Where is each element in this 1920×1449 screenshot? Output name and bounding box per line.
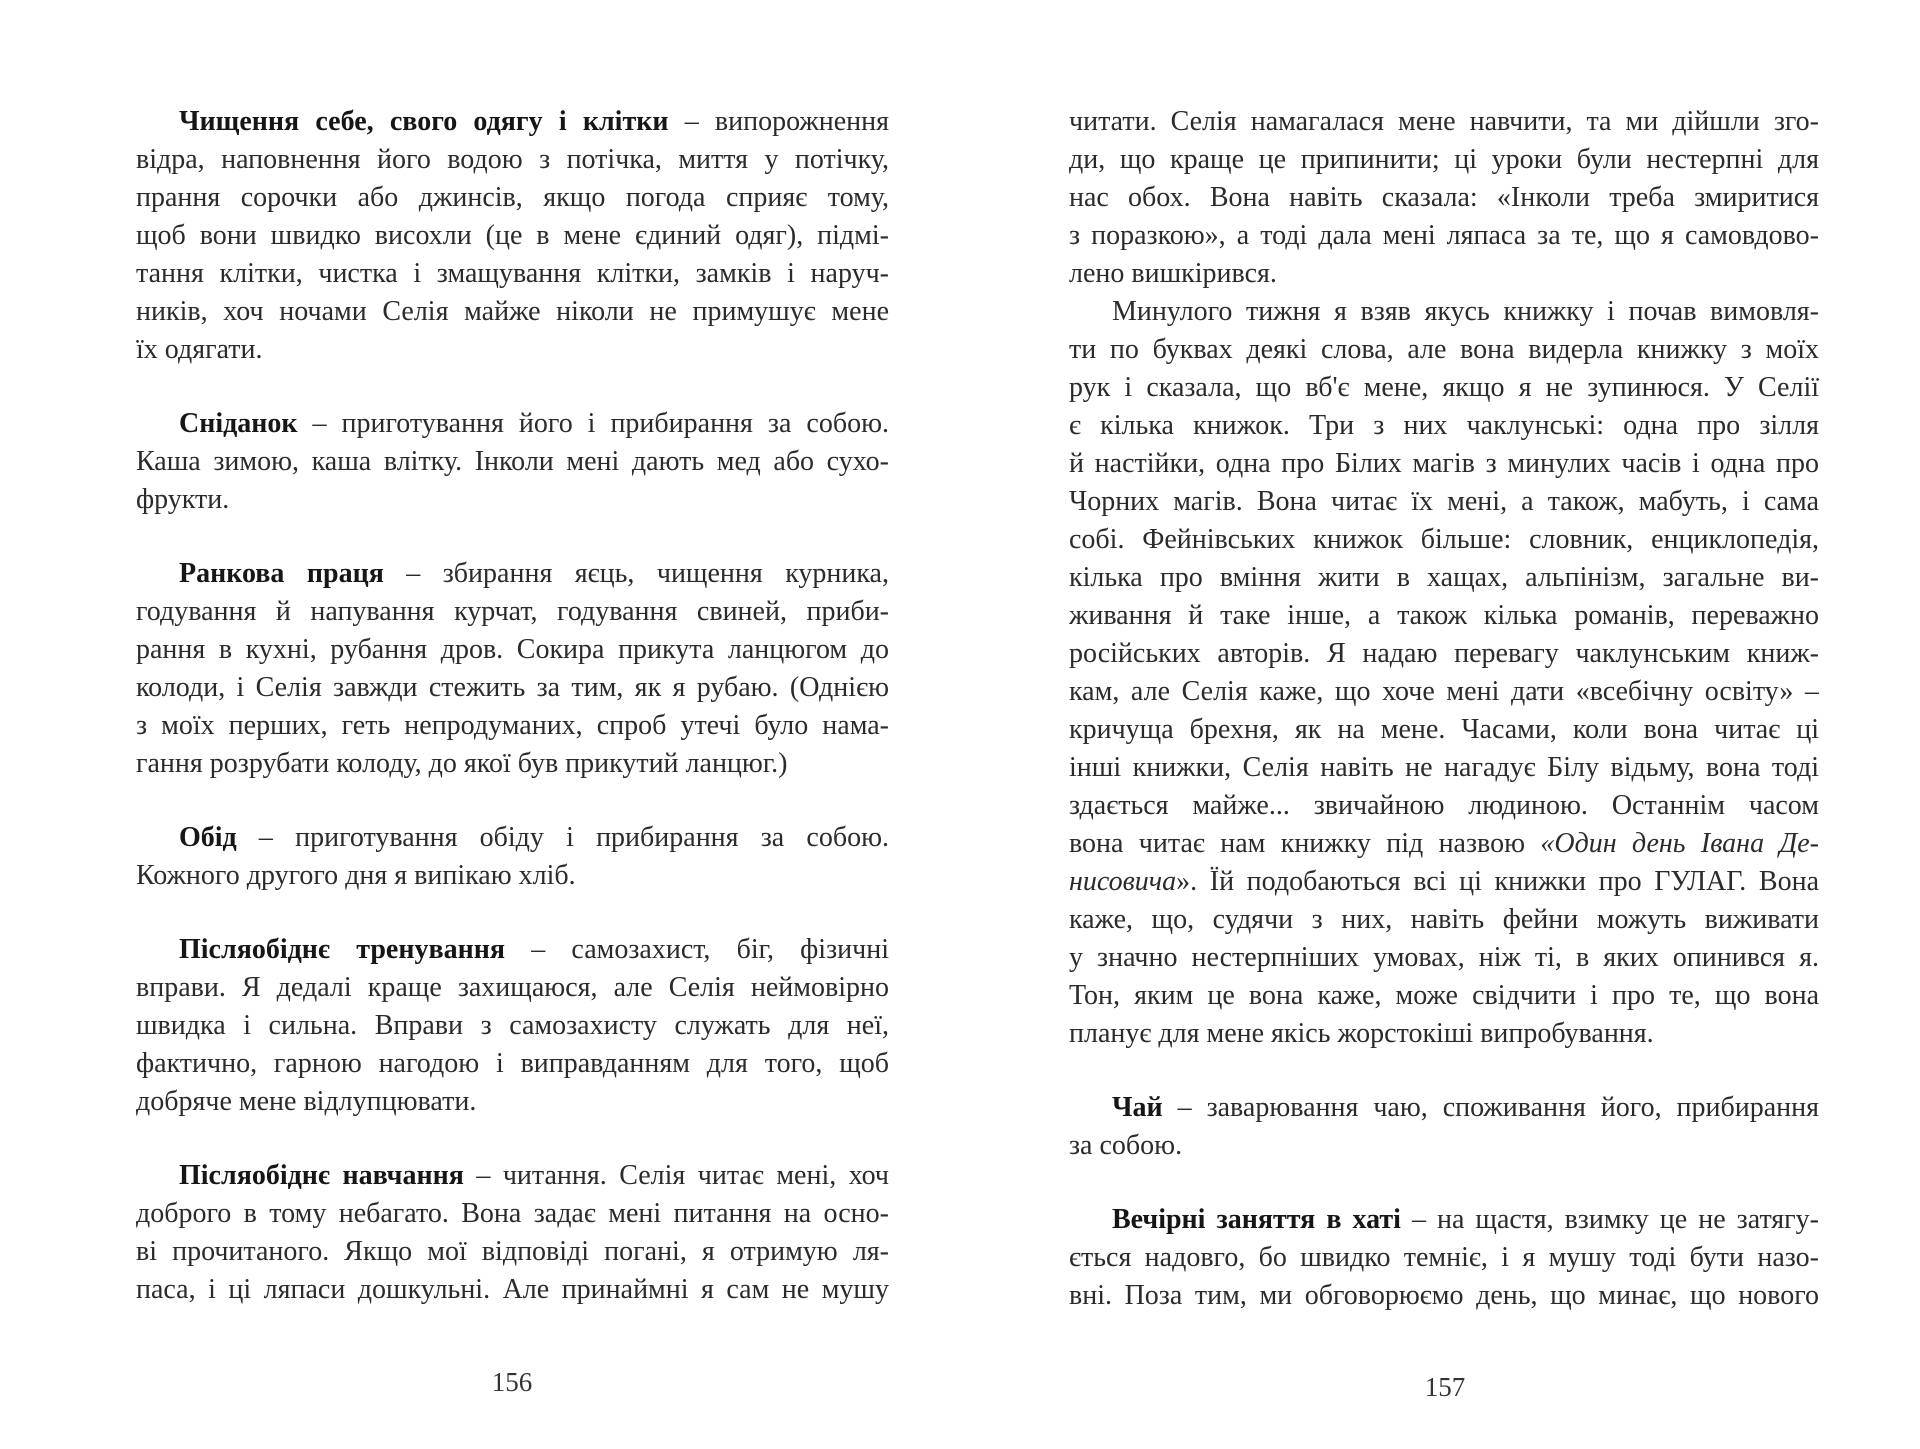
text-line	[136, 555, 889, 593]
entry-heading: Вечірні заняття в хаті	[1112, 1204, 1401, 1235]
text-line	[136, 405, 889, 443]
text-line: нас обох. Вона навіть сказала: «Інколи треба змиритися	[1069, 182, 1819, 213]
text-line: гання розрубати колоду, до якої був прикутий ланцюг.)	[136, 748, 788, 779]
text-line: фрукти.	[136, 484, 230, 515]
text-line: ві прочитаного. Якщо мої відповіді погані, я отримую ля-	[136, 1236, 889, 1267]
text-line: здається майже... звичайною людиною. Останнім часом	[1069, 790, 1819, 821]
text-line	[136, 931, 889, 969]
text-line: годування й напування курчат, годування свиней, приби-	[136, 596, 889, 627]
paragraph	[1069, 103, 1819, 293]
text-line: каже, що, судячи з них, навіть фейни можуть виживати	[1069, 904, 1819, 935]
schedule-entry-paragraph	[1069, 1201, 1819, 1315]
schedule-entry-paragraph	[136, 819, 889, 895]
text-segment: – приготування його і прибирання за собою.	[297, 408, 889, 439]
text-line: собі. Фейнівських книжок більше: словник, енциклопедія,	[1069, 524, 1819, 555]
text-line: з поразкою», а тоді дала мені ляпаса за те, що я самовдово-	[1069, 220, 1819, 251]
text-line: їх одягати.	[136, 334, 263, 365]
left-page-text	[136, 103, 889, 1309]
text-line: й настійки, одна про Білих магів з минулих часів і одна про	[1069, 448, 1819, 479]
paragraph	[1069, 293, 1819, 1053]
text-segment: – заварювання чаю, споживання його, прибирання	[1162, 1092, 1819, 1123]
text-line: інші книжки, Селія навіть не нагадує Білу відьму, вона тоді	[1069, 752, 1819, 783]
text-line: є кілька книжок. Три з них чаклунські: одна про зілля	[1069, 410, 1819, 441]
text-line	[136, 819, 889, 857]
text-segment: – самозахист, біг, фізичні	[505, 934, 889, 965]
text-line: Каша зимою, каша влітку. Інколи мені дають мед або сухо-	[136, 446, 889, 477]
text-line: відра, наповнення його водою з потічка, миття у потічку,	[136, 144, 889, 175]
text-line: фактично, гарною нагодою і виправданням для того, щоб	[136, 1048, 889, 1079]
text-line: швидка і сильна. Вправи з самозахисту служать для неї,	[136, 1010, 889, 1041]
schedule-entry-paragraph	[136, 405, 889, 519]
entry-heading: Ранкова праця	[179, 558, 384, 589]
text-line: ється надовго, бо швидко темніє, і я мушу тоді бути назо-	[1069, 1242, 1819, 1273]
text-line: Минулого тижня я взяв якусь книжку і почав вимовля-	[1112, 296, 1819, 327]
book-title: «Один день Івана Де-	[1540, 828, 1819, 859]
text-line	[1069, 825, 1819, 863]
text-line: Тон, яким це вона каже, може свідчити і про те, що вона	[1069, 980, 1819, 1011]
text-segment: – випорожнення	[668, 106, 889, 137]
book-title: нисовича	[1069, 866, 1177, 897]
schedule-entry-paragraph	[136, 1157, 889, 1309]
text-line: щоб вони швидко висохли (це в мене єдиний одяг), підмі-	[136, 220, 889, 251]
text-line: рання в кухні, рубання дров. Сокира прикута ланцюгом до	[136, 634, 889, 665]
text-line: кілька про вміння жити в хащах, альпінізм, загальне ви-	[1069, 562, 1819, 593]
schedule-entry-paragraph	[136, 931, 889, 1121]
text-line: живання й таке інше, а також кілька романів, переважно	[1069, 600, 1819, 631]
schedule-entry-paragraph	[136, 555, 889, 783]
entry-heading: Сніданок	[179, 408, 298, 439]
text-line: вні. Поза тим, ми обговорюємо день, що минає, що нового	[1069, 1280, 1819, 1311]
entry-heading: Післяобіднє тренування	[179, 934, 505, 965]
text-segment: – приготування обіду і прибирання за собою.	[236, 822, 889, 853]
text-line: кричуща брехня, як на мене. Часами, коли вона читає ці	[1069, 714, 1819, 745]
text-line: рук і сказала, що вб'є мене, якщо я не зупинюся. У Селії	[1069, 372, 1819, 403]
text-segment: – на щастя, взимку це не затягу-	[1400, 1204, 1819, 1235]
text-line: з моїх перших, геть непродуманих, спроб утечі було нама-	[136, 710, 889, 741]
text-line: ників, хоч ночами Селія майже ніколи не примушує мене	[136, 296, 889, 327]
text-line: у значно нестерпніших умовах, ніж ті, в яких опинився я.	[1069, 942, 1819, 973]
text-line	[1069, 1089, 1819, 1127]
text-segment: – збирання яєць, чищення курника,	[383, 558, 889, 589]
entry-heading: Обід	[179, 822, 237, 853]
text-line: добряче мене відлупцювати.	[136, 1086, 477, 1117]
text-segment: – читання. Селія читає мені, хоч	[463, 1160, 889, 1191]
text-line: прання сорочки або джинсів, якщо погода сприяє тому,	[136, 182, 889, 213]
text-line	[1069, 1201, 1819, 1239]
text-line: планує для мене якісь жорстокіші випробування.	[1069, 1018, 1654, 1049]
text-line: читати. Селія намагалася мене навчити, та ми дійшли зго-	[1069, 106, 1819, 137]
text-line: ди, що краще це припинити; ці уроки були нестерпні для	[1069, 144, 1819, 175]
text-line	[136, 1157, 889, 1195]
text-line: за собою.	[1069, 1130, 1183, 1161]
text-line: кам, але Селія каже, що хоче мені дати «всебічну освіту» –	[1069, 676, 1819, 707]
text-line: російських авторів. Я надаю перевагу чаклунським книж-	[1069, 638, 1819, 669]
schedule-entry-paragraph	[1069, 1089, 1819, 1165]
text-line: лено вишкірився.	[1069, 258, 1277, 289]
text-line: Кожного другого дня я випікаю хліб.	[136, 860, 576, 891]
text-segment: вона читає нам книжку під назвою	[1069, 828, 1541, 859]
text-line	[136, 103, 889, 141]
text-line: вправи. Я дедалі краще захищаюся, але Селія неймовірно	[136, 972, 889, 1003]
text-line: колоди, і Селія завжди стежить за тим, як я рубаю. (Однією	[136, 672, 889, 703]
text-line	[1069, 863, 1819, 901]
entry-heading: Чищення себе, свого одягу і клітки	[179, 106, 669, 137]
right-page-text	[1069, 103, 1819, 1315]
entry-heading: Післяобіднє навчання	[179, 1160, 464, 1191]
schedule-entry-paragraph	[136, 103, 889, 369]
text-line: ти по буквах деякі слова, але вона видерла книжку з моїх	[1069, 334, 1819, 365]
page-number-left: 156	[491, 1367, 533, 1397]
text-line: Чорних магів. Вона читає їх мені, а також, мабуть, і сама	[1069, 486, 1819, 517]
text-line: доброго в тому небагато. Вона задає мені питання на осно-	[136, 1198, 889, 1229]
text-segment: ». Їй подобаються всі ці книжки про ГУЛАГ. Вона	[1176, 866, 1819, 897]
page-number-right: 157	[1424, 1372, 1466, 1402]
entry-heading: Чай	[1112, 1092, 1163, 1123]
text-line: тання клітки, чистка і змащування клітки, замків і наруч-	[136, 258, 889, 289]
text-line: паса, і ці ляпаси дошкульні. Але принаймні я сам не мушу	[136, 1274, 889, 1305]
